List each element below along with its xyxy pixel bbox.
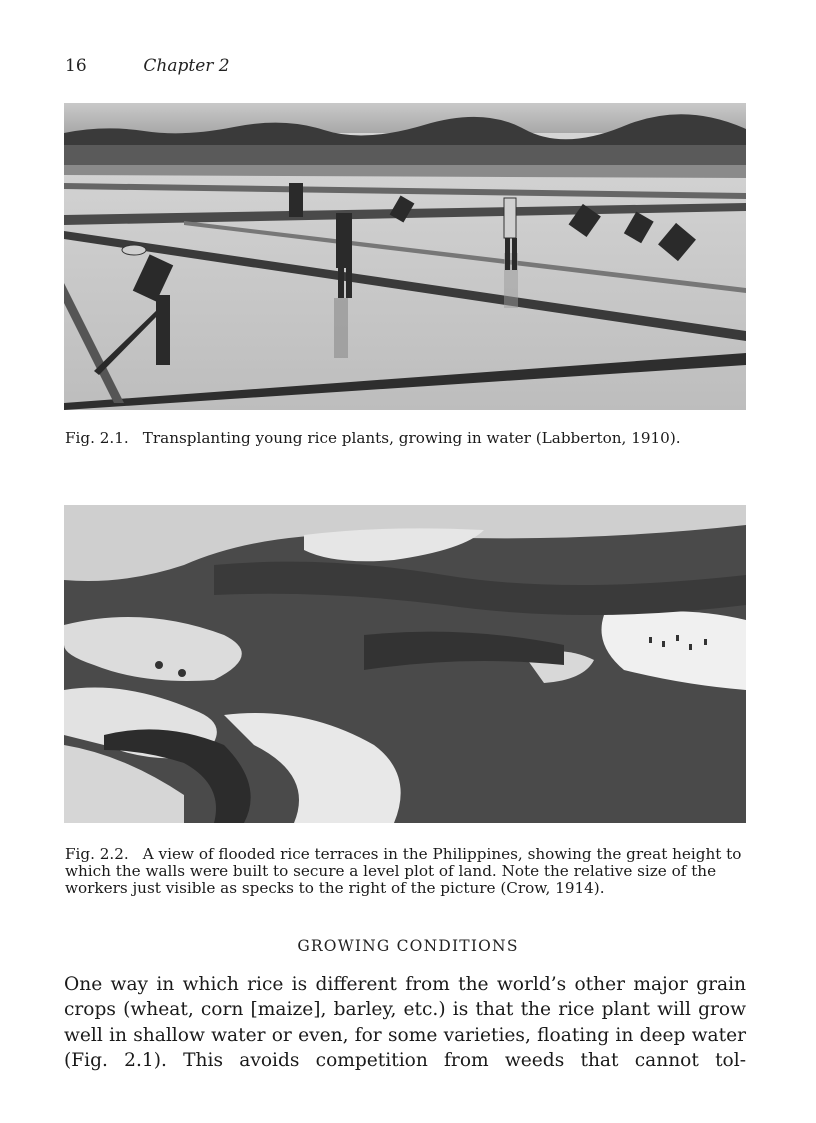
section-heading: GROWING CONDITIONS (297, 937, 519, 955)
figure-2-1-caption (65, 430, 747, 447)
chapter-title: Chapter 2 (143, 56, 230, 76)
figure-2-1-photo (64, 103, 746, 410)
body-paragraph: One way in which rice is different from the world’s other major grain crops (wheat, corn [maize], barley, etc.) is that the rice plant will grow well in shallow water or even, for some varieties, floating in deep water (Fig. 2.1). This avoids competition from weeds that cannot tol- (64, 974, 746, 1072)
caption-text: A view of flooded rice terraces in the Philippines, showing the great height to which the walls were built to secure a level plot of land. Note the relative size of the workers just visible as specks to the right of the picture (Crow, 1914). (65, 845, 742, 897)
rice-transplanting-photo (64, 103, 746, 410)
figure-label: Fig. 2.2. (65, 845, 129, 863)
page-number: 16 (65, 56, 87, 76)
figure-2-2-photo (64, 505, 746, 823)
rice-terraces-photo (64, 505, 746, 823)
figure-label: Fig. 2.1. (65, 429, 129, 447)
running-head (65, 56, 230, 76)
caption-text: Transplanting young rice plants, growing in water (Labberton, 1910). (142, 429, 681, 447)
figure-2-2-caption (65, 846, 747, 897)
